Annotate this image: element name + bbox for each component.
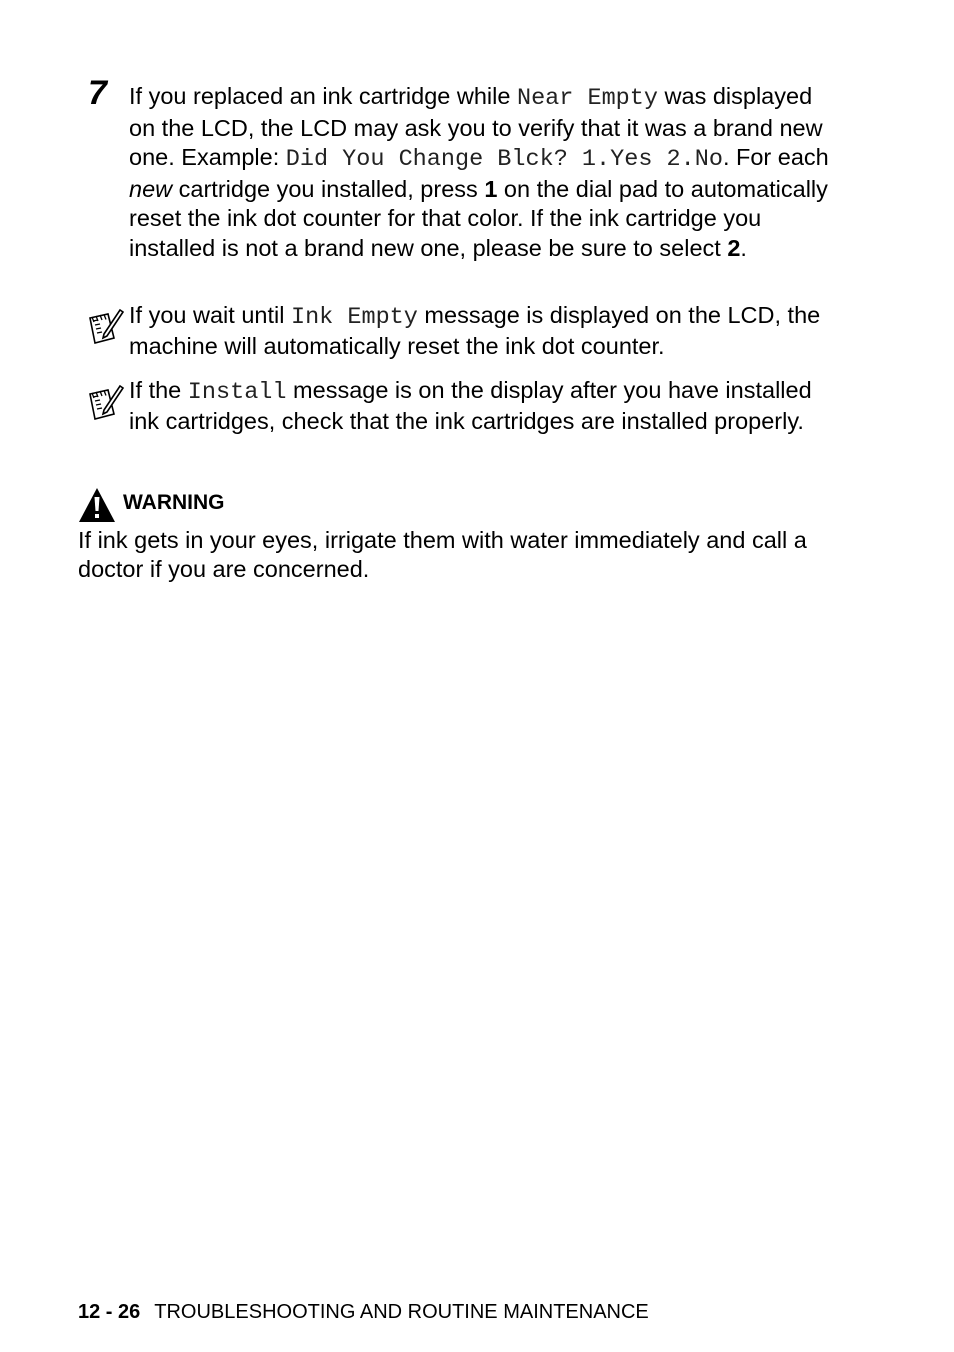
warning-text: If ink gets in your eyes, irrigate them with water immediately and call a doctor if you are concerned. — [78, 527, 807, 583]
key-2: 2 — [727, 234, 741, 261]
lcd-message-install: Install — [187, 379, 287, 406]
chapter-title: TROUBLESHOOTING AND ROUTINE MAINTENANCE — [154, 1301, 649, 1323]
page-number: 12 - 26 — [78, 1301, 141, 1323]
page-footer — [78, 1300, 649, 1324]
step-7-text: If you replaced an ink cartridge while Near Empty was displayed on the LCD, the LCD may ask you to verify that it was a brand new one. Example: Did You Change Blck? 1.Yes 2.No. For each new cartridge you installed, press 1 on the dial pad to automatically reset the ink dot counter for that color. If the ink cartridge you installed is not a brand new one, please be sure to select 2. — [129, 83, 829, 261]
lcd-message-ink-empty: Ink Empty — [290, 304, 418, 331]
lcd-message-near-empty: Near Empty — [516, 85, 658, 112]
note-pad-icon — [86, 382, 124, 422]
note-ink-empty: If you wait until Ink Empty message is displayed on the LCD, the machine will automatically reset the ink dot counter. — [129, 302, 821, 360]
note-pad-icon — [86, 306, 124, 346]
lcd-message-example: Did You Change Blck? 1.Yes 2.No — [285, 146, 723, 174]
step-number: 7 — [88, 74, 107, 112]
warning-heading: WARNING — [123, 491, 225, 514]
warning-triangle-icon — [78, 487, 116, 523]
key-1: 1 — [484, 175, 498, 202]
note-install: If the Install message is on the display after you have installed ink cartridges, check that the ink cartridges are installed properly. — [129, 377, 812, 435]
